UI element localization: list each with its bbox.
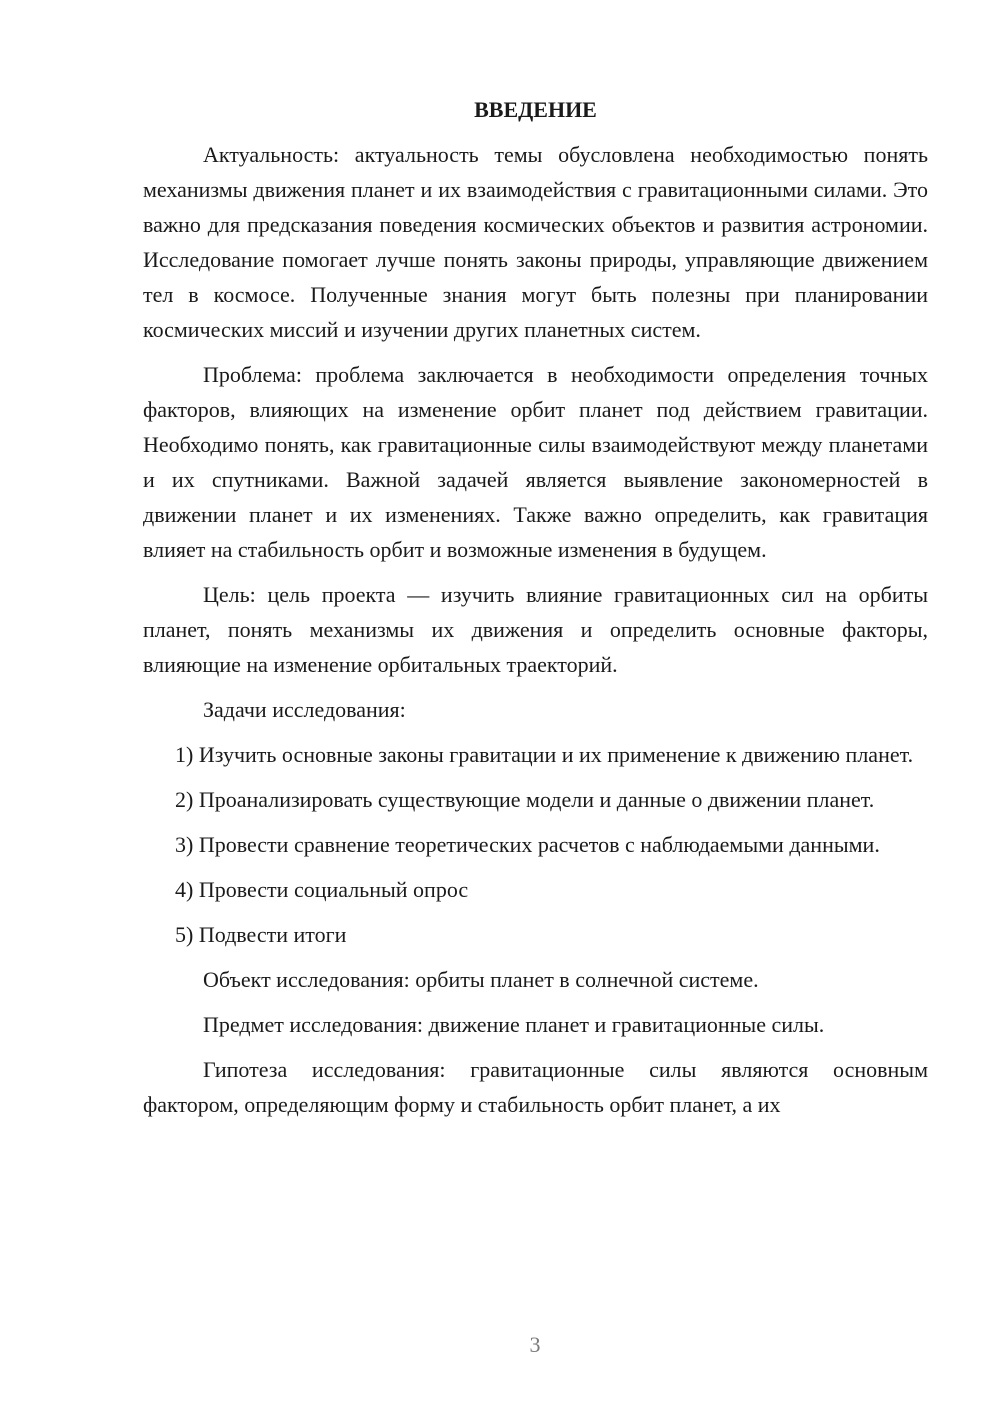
task-item-3: 3) Провести сравнение теоретических расчетов с наблюдаемыми данными. [175,832,880,857]
tasks-heading: Задачи исследования: [203,697,406,722]
task-item-5: 5) Подвести итоги [175,922,347,947]
task-item-2: 2) Проанализировать существующие модели и данные о движении планет. [175,787,875,812]
hypothesis-paragraph: Гипотеза исследования: гравитационные силы являются основным фактором, определяющим форму и стабильность орбит планет, а их [143,1057,928,1117]
goal-paragraph: Цель: цель проекта — изучить влияние гравитационных сил на орбиты планет, понять механизмы их движения и определить основные факторы, влияющие на изменение орбитальных траекторий. [143,582,928,677]
research-object: Объект исследования: орбиты планет в солнечной системе. [203,967,759,992]
tasks-list [143,737,928,952]
section-title: ВВЕДЕНИЕ [474,97,597,122]
task-item-1: 1) Изучить основные законы гравитации и их применение к движению планет. [175,742,914,767]
task-item-4: 4) Провести социальный опрос [175,877,469,902]
relevance-paragraph: Актуальность: актуальность темы обусловлена необходимостью понять механизмы движения планет и их взаимодействия с гравитационными силами. Это важно для предсказания поведения космических объектов и развития астрономии. Исследование помогает лучше понять законы природы, управляющие движением тел в космосе. Полученные знания могут быть полезны при планировании космических миссий и изучении других планетных систем. [143,142,928,342]
research-subject: Предмет исследования: движение планет и гравитационные силы. [203,1012,825,1037]
page-number: 3 [529,1332,541,1357]
problem-paragraph: Проблема: проблема заключается в необходимости определения точных факторов, влияющих на изменение орбит планет под действием гравитации. Необходимо понять, как гравитационные силы взаимодействуют между планетами и их спутниками. Важной задачей является выявление закономерностей в движении планет и их изменениях. Также важно определить, как гравитация влияет на стабильность орбит и возможные изменения в будущем. [143,362,928,562]
document-page [143,92,928,1132]
